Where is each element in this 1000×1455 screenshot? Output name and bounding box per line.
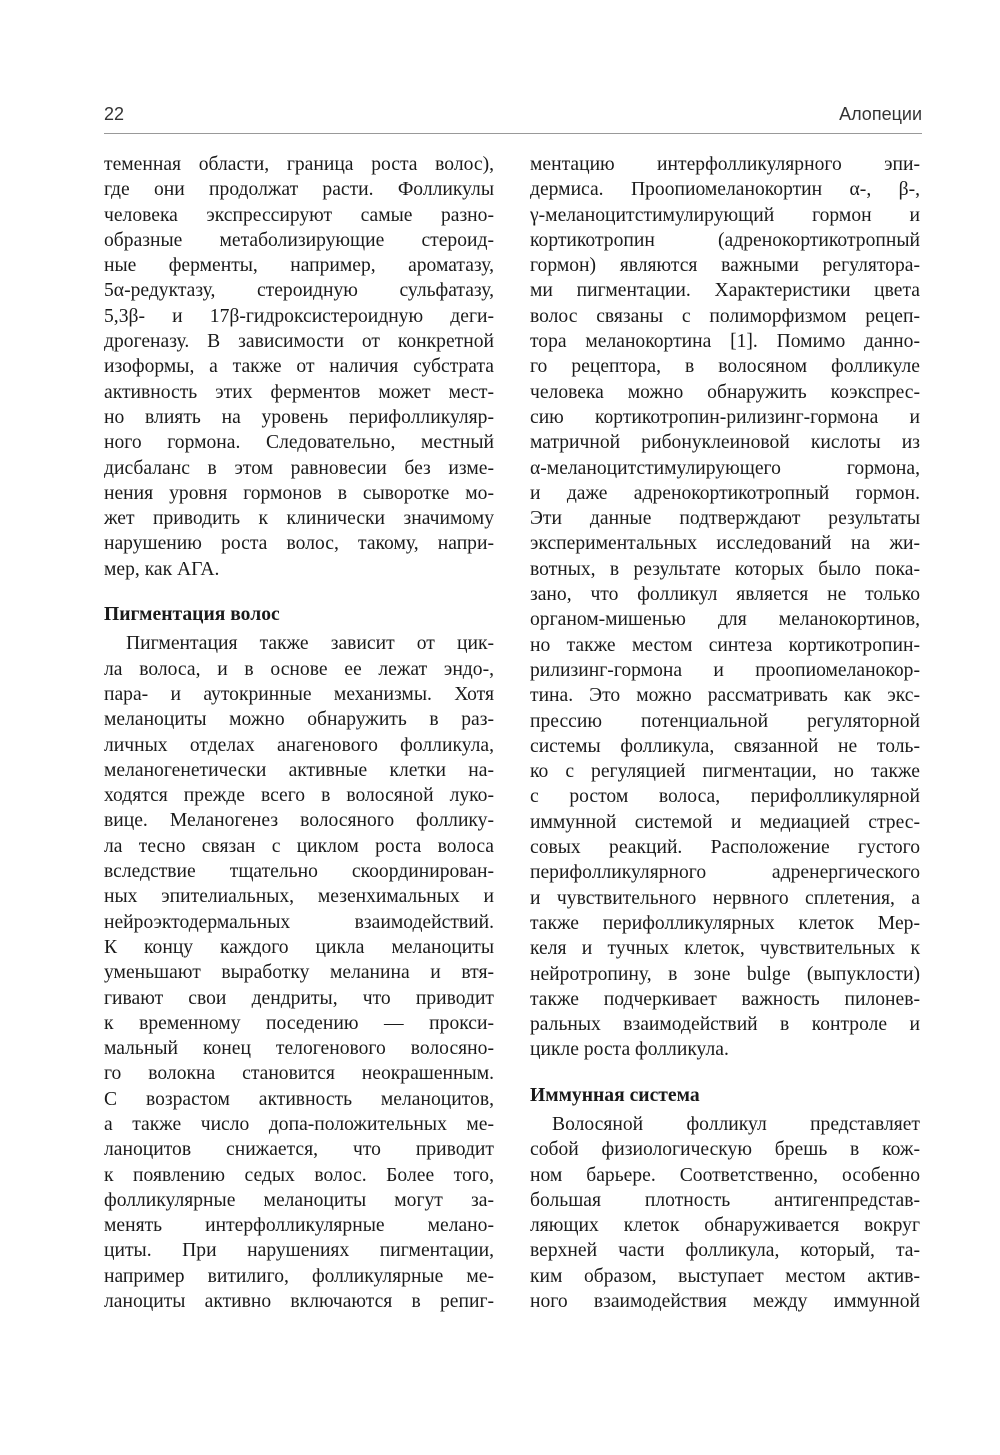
page-header	[104, 104, 922, 132]
left-column	[104, 152, 494, 1314]
text-line: γ-меланоцитстимулирующий гормон и	[530, 204, 920, 226]
text-line: уменьшают выработку меланина и втя-	[104, 962, 494, 984]
text-line: человека экспрессируют самые разно-	[104, 204, 494, 226]
text-line: к временному поседению — прокси-	[104, 1012, 494, 1034]
text-line: изоформы, а также от наличия субстрата	[104, 356, 494, 378]
paragraph-hormones	[104, 152, 494, 582]
paragraph-pigmentation	[104, 631, 494, 1314]
text-line: к появлению седых волос. Более того,	[104, 1164, 494, 1186]
text-line: Пигментация также зависит от цик-	[126, 633, 494, 655]
text-line: жет приводить к клинически значимому	[104, 508, 494, 530]
text-line: с ростом волоса, перифолликулярной	[530, 786, 920, 808]
section-heading-immune-system: Иммунная система	[530, 1084, 700, 1106]
text-line: кортикотропин (адренокортикотропный	[530, 229, 920, 251]
text-line: иммунной системой и медиацией стрес-	[530, 811, 920, 833]
right-column	[530, 152, 920, 1314]
text-line: цикле роста фолликула.	[530, 1039, 729, 1061]
text-line: дермиса. Проопиомеланокортин α-, β-,	[530, 179, 920, 201]
text-line: фолликулярные меланоциты могут за-	[104, 1189, 494, 1211]
text-line: например витилиго, фолликулярные ме-	[104, 1265, 494, 1287]
text-line: мальный конец телогенового волосяно-	[104, 1038, 494, 1060]
text-line: нейроэктодермальных взаимодействий.	[104, 911, 494, 933]
text-line: но влиять на уровень перифолликуляр-	[104, 406, 494, 428]
text-line: совых реакций. Расположение густого	[530, 837, 920, 859]
text-line: нения уровня гормонов в сыворотке мо-	[104, 482, 494, 504]
text-line: вотных, в результате которых было пока-	[530, 558, 920, 580]
text-line: также перифолликулярных клеток Мер-	[530, 912, 920, 934]
text-line: 5α-редуктазу, стероидную сульфатазу,	[104, 280, 494, 302]
text-line: менять интерфолликулярные мелано-	[104, 1215, 494, 1237]
text-line: человека можно обнаружить коэкспрес-	[530, 381, 920, 403]
text-line: го рецептора, в волосяном фолликуле	[530, 356, 920, 378]
text-line: дисбаланс в этом равновесии без изме-	[104, 457, 494, 479]
paragraph-pigmentation-cont	[530, 152, 920, 1063]
text-line: ные ферменты, например, ароматазу,	[104, 255, 494, 277]
text-line: ном барьере. Соответственно, особенно	[530, 1164, 920, 1186]
text-line: ментацию интерфолликулярного эпи-	[530, 154, 920, 175]
header-rule	[104, 133, 922, 134]
section-heading-pigmentation: Пигментация волос	[104, 604, 280, 626]
text-line: волос связаны с полиморфизмом рецеп-	[530, 305, 920, 327]
text-line: большая плотность антигенпредстав-	[530, 1189, 920, 1211]
text-line: матричной рибонуклеиновой кислоты из	[530, 432, 920, 454]
text-line: α-меланоцитстимулирующего гормона,	[530, 457, 920, 479]
text-line: дрогеназу. В зависимости от конкретной	[104, 331, 494, 353]
text-line: мер, как АГА.	[104, 558, 220, 580]
text-line: нейротропину, в зоне bulge (выпуклости)	[530, 963, 920, 985]
text-line: ким образом, выступает местом актив-	[530, 1265, 920, 1287]
text-line: собой физиологическую брешь в кож-	[530, 1139, 920, 1161]
text-line: верхней части фолликула, который, та-	[530, 1240, 920, 1262]
text-line: ральных взаимодействий в контроле и	[530, 1014, 920, 1036]
text-line: 5,3β- и 17β-гидроксистероидную деги-	[104, 305, 494, 327]
text-line: ных эпителиальных, мезенхимальных и	[104, 886, 494, 908]
text-line: ла волоса, и в основе ее лежат эндо-,	[104, 658, 494, 680]
text-line: образные метаболизирующие стероид-	[104, 229, 494, 251]
text-line: системы фолликула, связанной не толь-	[530, 735, 920, 757]
text-line: и даже адренокортикотропный гормон.	[530, 482, 920, 504]
text-line: зано, что фолликул является не только	[530, 584, 920, 606]
text-line: келя и тучных клеток, чувствительных к	[530, 938, 920, 960]
text-line: ходятся прежде всего в волосяной луко-	[104, 785, 494, 807]
text-line: С возрастом активность меланоцитов,	[104, 1088, 494, 1110]
text-line: где они продолжат расти. Фолликулы	[104, 179, 494, 201]
page-number: 22	[104, 104, 125, 124]
text-line: ляющих клеток обнаруживается вокруг	[530, 1215, 920, 1237]
text-line: и чувствительного нервного сплетения, а	[530, 887, 920, 909]
text-line: перифолликулярного адренергического	[530, 862, 920, 884]
text-line: ного взаимодействия между иммунной	[530, 1291, 920, 1313]
text-line: тина. Это можно рассматривать как экс-	[530, 685, 920, 707]
text-line: вследствие тщательно скоординирован-	[104, 861, 494, 883]
text-line: ла тесно связан с циклом роста волоса	[104, 835, 494, 857]
text-line: нарушению роста волос, такому, напри-	[104, 533, 494, 555]
text-line: К концу каждого цикла меланоциты	[104, 936, 494, 958]
text-line: теменная области, граница роста волос),	[104, 154, 494, 175]
text-line: ко с регуляцией пигментации, но также	[530, 761, 920, 783]
text-line: гивают свои дендриты, что приводит	[104, 987, 494, 1009]
text-line: сию кортикотропин-рилизинг-гормона и	[530, 406, 920, 428]
text-line: ланоцитов снижается, что приводит	[104, 1139, 494, 1161]
text-line: пара- и аутокринные механизмы. Хотя	[104, 683, 494, 705]
text-line: экспериментальных исследований на жи-	[530, 533, 920, 555]
text-line: го волокна становится неокрашенным.	[104, 1063, 494, 1085]
text-line: гормон) являются важными регулятора-	[530, 255, 920, 277]
paragraph-immune-system	[530, 1112, 920, 1314]
text-line: но также местом синтеза кортикотропин-	[530, 634, 920, 656]
text-line: ми пигментации. Характеристики цвета	[530, 280, 920, 302]
text-line: ного гормона. Следовательно, местный	[104, 432, 494, 454]
text-line: циты. При нарушениях пигментации,	[104, 1240, 494, 1262]
text-line: органом-мишенью для меланокортинов,	[530, 609, 920, 631]
text-line: личных отделах анагенового фолликула,	[104, 734, 494, 756]
text-line: меланогенетически активные клетки на-	[104, 759, 494, 781]
text-line: активность этих ферментов может мест-	[104, 381, 494, 403]
text-line: вице. Меланогенез волосяного фоллику-	[104, 810, 494, 832]
text-line: а также число допа-положительных ме-	[104, 1113, 494, 1135]
text-line: тора меланокортина [1]. Помимо данно-	[530, 331, 920, 353]
text-line: ланоциты активно включаются в репиг-	[104, 1291, 494, 1313]
text-line: также подчеркивает важность пилонев-	[530, 988, 920, 1010]
text-line: Волосяной фолликул представляет	[552, 1113, 920, 1135]
text-line: Эти данные подтверждают результаты	[530, 508, 920, 530]
text-line: рилизинг-гормона и проопиомеланокор-	[530, 659, 920, 681]
running-title: Алопеции	[839, 104, 922, 124]
text-line: прессию потенциальной регуляторной	[530, 710, 920, 732]
text-line: меланоциты можно обнаружить в раз-	[104, 709, 494, 731]
